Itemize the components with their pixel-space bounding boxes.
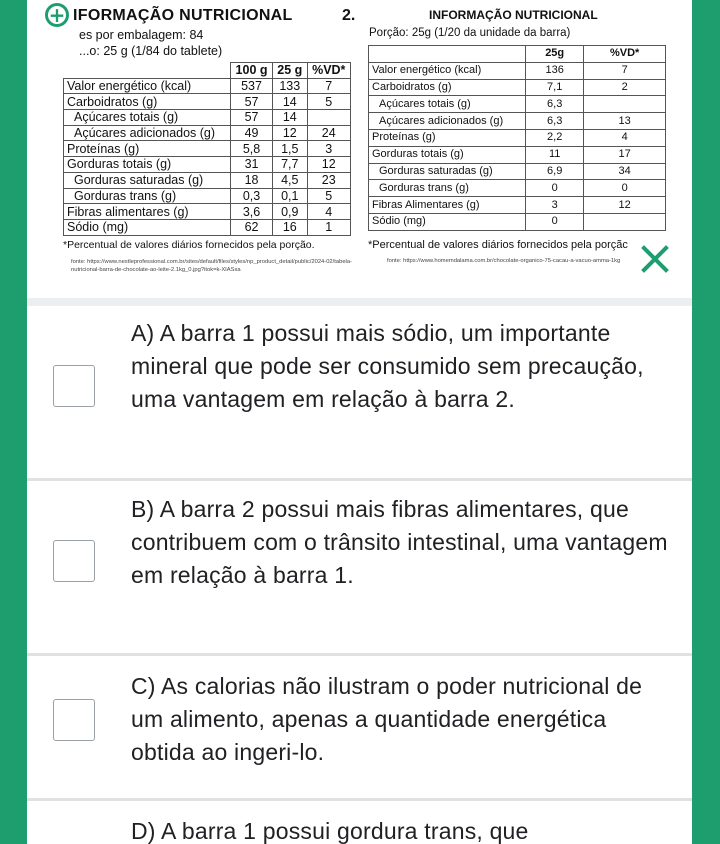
row-label: Fibras Alimentares (g) <box>369 197 526 214</box>
answer-option-c[interactable] <box>27 656 692 801</box>
row-value: 23 <box>307 172 350 188</box>
row-value: 1,5 <box>273 141 307 157</box>
option-c-text: C) As calorias não ilustram o poder nutricional de um alimento, apenas a quantidade energética obtida ao ingeri-lo. <box>131 673 643 765</box>
row-value: 12 <box>273 125 307 141</box>
row-value: 0 <box>584 180 666 197</box>
row-value: 3 <box>307 141 350 157</box>
row-value: 12 <box>307 157 350 173</box>
row-value: 0 <box>526 180 584 197</box>
row-value: 0,9 <box>273 204 307 220</box>
nutrition-table-2 <box>368 45 666 231</box>
row-value: 7 <box>307 78 350 94</box>
row-value: 4 <box>584 129 666 146</box>
row-value: 5 <box>307 188 350 204</box>
row-value: 12 <box>584 197 666 214</box>
row-value <box>307 110 350 126</box>
row-label: Açúcares totais (g) <box>64 110 231 126</box>
row-label: Gorduras saturadas (g) <box>64 172 231 188</box>
question-image <box>27 0 692 298</box>
table-row <box>369 113 666 130</box>
row-value <box>584 96 666 113</box>
table-row <box>369 180 666 197</box>
table-header-row <box>369 46 666 63</box>
table2-number: 2. <box>342 7 356 24</box>
row-value: 5 <box>307 94 350 110</box>
table-row <box>64 188 351 204</box>
row-label: Açúcares totais (g) <box>369 96 526 113</box>
row-label: Sódio (mg) <box>369 213 526 230</box>
divider <box>27 298 692 306</box>
row-label: Gorduras trans (g) <box>369 180 526 197</box>
table-row <box>369 129 666 146</box>
option-a-text: A) A barra 1 possui mais sódio, um importante mineral que pode ser consumido sem precaução, uma vantagem em relação à barra 2. <box>131 320 644 412</box>
row-label: Açúcares adicionados (g) <box>64 125 231 141</box>
row-value: 7 <box>584 62 666 79</box>
table1-footnote: *Percentual de valores diários fornecidos pela porção. <box>63 239 315 251</box>
row-value: 57 <box>231 110 273 126</box>
question-card <box>27 0 692 844</box>
option-b-text: B) A barra 2 possui mais fibras alimentares, que contribuem com o trânsito intestinal, uma vantagem em relação à barra 1. <box>131 496 668 588</box>
row-value: 0,1 <box>273 188 307 204</box>
table-row <box>64 204 351 220</box>
row-value: 5,8 <box>231 141 273 157</box>
row-value: 0 <box>526 213 584 230</box>
row-label: Gorduras trans (g) <box>64 188 231 204</box>
row-label: Proteínas (g) <box>369 129 526 146</box>
row-value: 57 <box>231 94 273 110</box>
row-value: 17 <box>584 146 666 163</box>
close-button[interactable] <box>640 244 670 274</box>
row-value: 6,9 <box>526 163 584 180</box>
table2-title: INFORMAÇÃO NUTRICIONAL <box>429 8 598 22</box>
row-value: 18 <box>231 172 273 188</box>
row-label: Valor energético (kcal) <box>64 78 231 94</box>
table1-portion: ...o: 25 g (1/84 do tablete) <box>79 44 223 58</box>
table-row <box>64 94 351 110</box>
table1-source: fonte: https://www.nestleprofessional.com.br/sites/default/files/styles/np_product_detail/public/2024-02/tabela-nutricional-barra-de-chocolate-ao-leite-2.1kg_0.jpg?itok=k-XIASxa <box>71 259 352 273</box>
row-value: 6,3 <box>526 113 584 130</box>
table-row <box>64 110 351 126</box>
row-label: Açúcares adicionados (g) <box>369 113 526 130</box>
table-row <box>64 219 351 235</box>
row-label: Gorduras totais (g) <box>64 157 231 173</box>
row-value: 49 <box>231 125 273 141</box>
row-value: 2 <box>584 79 666 96</box>
row-value: 62 <box>231 219 273 235</box>
table-header-cell: 25g <box>526 46 584 63</box>
row-value: 4,5 <box>273 172 307 188</box>
row-value: 3,6 <box>231 204 273 220</box>
row-value: 14 <box>273 94 307 110</box>
answer-option-b[interactable] <box>27 481 692 656</box>
table-row <box>369 197 666 214</box>
row-label: Gorduras saturadas (g) <box>369 163 526 180</box>
table-row <box>369 96 666 113</box>
table-row <box>64 157 351 173</box>
row-label: Carboidratos (g) <box>64 94 231 110</box>
row-value <box>584 213 666 230</box>
row-value: 136 <box>526 62 584 79</box>
row-value: 13 <box>584 113 666 130</box>
table-row <box>64 78 351 94</box>
answer-option-a[interactable] <box>27 306 692 481</box>
row-label: Fibras alimentares (g) <box>64 204 231 220</box>
table-header-cell: 100 g <box>231 63 273 79</box>
table-row <box>64 141 351 157</box>
row-value: 2,2 <box>526 129 584 146</box>
table-row <box>369 163 666 180</box>
nutrition-table-1 <box>63 62 351 236</box>
row-label: Gorduras totais (g) <box>369 146 526 163</box>
answer-option-d[interactable] <box>27 801 692 844</box>
row-value: 34 <box>584 163 666 180</box>
table-header-row <box>64 63 351 79</box>
row-value: 6,3 <box>526 96 584 113</box>
row-value: 4 <box>307 204 350 220</box>
table1-title: IFORMAÇÃO NUTRICIONAL <box>73 7 293 24</box>
option-b-checkbox[interactable] <box>53 540 95 582</box>
option-c-checkbox[interactable] <box>53 699 95 741</box>
table-row <box>369 79 666 96</box>
row-value: 3 <box>526 197 584 214</box>
table1-servings: es por embalagem: 84 <box>79 28 204 42</box>
table-header-cell <box>369 46 526 63</box>
row-value: 11 <box>526 146 584 163</box>
row-value: 14 <box>273 110 307 126</box>
option-a-checkbox[interactable] <box>53 365 95 407</box>
row-value: 537 <box>231 78 273 94</box>
table-header-cell <box>64 63 231 79</box>
row-value: 133 <box>273 78 307 94</box>
table-header-cell: 25 g <box>273 63 307 79</box>
row-label: Valor energético (kcal) <box>369 62 526 79</box>
table2-portion: Porção: 25g (1/20 da unidade da barra) <box>369 27 571 39</box>
row-label: Carboidratos (g) <box>369 79 526 96</box>
table-header-cell: %VD* <box>307 63 350 79</box>
row-label: Proteínas (g) <box>64 141 231 157</box>
option-d-text: D) A barra 1 possui gordura trans, que <box>131 818 529 844</box>
row-value: 7,1 <box>526 79 584 96</box>
row-value: 1 <box>307 219 350 235</box>
table-row <box>64 172 351 188</box>
table-row <box>369 213 666 230</box>
zoom-plus-icon[interactable]: + <box>45 3 69 27</box>
row-value: 16 <box>273 219 307 235</box>
table-row <box>369 146 666 163</box>
row-label: Sódio (mg) <box>64 219 231 235</box>
table-row <box>369 62 666 79</box>
close-icon <box>640 244 670 274</box>
row-value: 31 <box>231 157 273 173</box>
table2-footnote: *Percentual de valores diários fornecidos pela porçãc <box>368 239 628 251</box>
table-header-cell: %VD* <box>584 46 666 63</box>
row-value: 0,3 <box>231 188 273 204</box>
table-row <box>64 125 351 141</box>
table2-source: fonte: https://www.homemdalama.com.br/chocolate-organico-75-cacau-a-vacuo-amma-1kg <box>387 258 621 264</box>
row-value: 7,7 <box>273 157 307 173</box>
row-value: 24 <box>307 125 350 141</box>
